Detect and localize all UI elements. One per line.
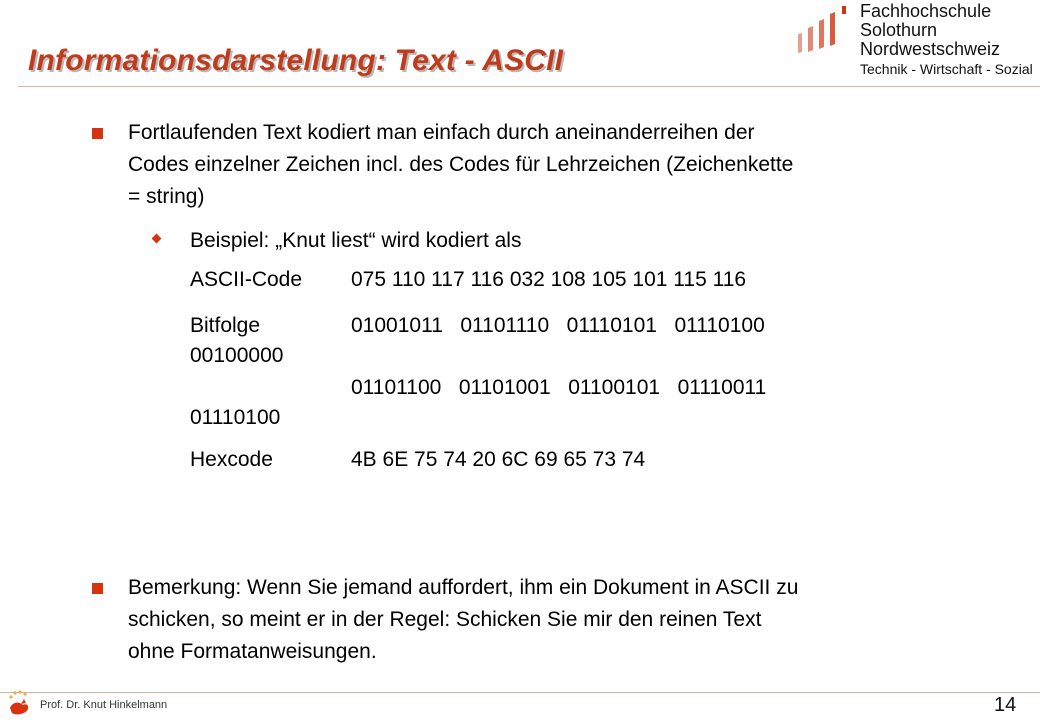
bits-label: Bitfolge xyxy=(190,314,261,337)
bullet2-line-2: schicken, so meint er in der Regel: Schicken Sie mir den reinen Text xyxy=(128,608,762,631)
bullet-square-icon xyxy=(92,128,103,139)
school-name xyxy=(860,2,1033,78)
footer-divider xyxy=(0,692,1040,693)
bits-line-1: 01001011 01101110 01110101 01110100 xyxy=(351,314,765,337)
school-line-1: Fachhochschule xyxy=(860,1,992,21)
bullet2-line-1: Bemerkung: Wenn Sie jemand auffordert, ihm ein Dokument in ASCII zu xyxy=(128,576,799,599)
ascii-label: ASCII-Code xyxy=(190,268,303,291)
title-divider xyxy=(18,86,1040,87)
school-line-2: Solothurn xyxy=(860,20,938,40)
hex-label: Hexcode xyxy=(190,448,273,471)
bullet1-line-1: Fortlaufenden Text kodiert man einfach durch aneinanderreihen der xyxy=(128,121,755,144)
bullet-diamond-icon xyxy=(152,234,162,244)
bullet1-line-2: Codes einzelner Zeichen incl. des Codes für Lehrzeichen (Zeichenkette xyxy=(128,153,794,176)
bits-line-2-wrap: 01110100 xyxy=(190,406,281,429)
rooster-logo-icon xyxy=(2,686,36,720)
bits-line-1-wrap: 00100000 xyxy=(190,344,284,367)
footer-author: Prof. Dr. Knut Hinkelmann xyxy=(40,699,168,711)
bullet2-line-3: ohne Formatanweisungen. xyxy=(128,640,377,663)
bits-line-2: 01101100 01101001 01100101 01110011 xyxy=(351,376,767,399)
ascii-value: 075 110 117 116 032 108 105 101 115 116 xyxy=(351,268,747,291)
hex-value: 4B 6E 75 74 20 6C 69 65 73 74 xyxy=(351,448,646,471)
bullet1-line-3: = string) xyxy=(128,185,205,208)
school-subtitle: Technik - Wirtschaft - Sozial xyxy=(860,61,1033,77)
example-intro: Beispiel: „Knut liest“ wird kodiert als xyxy=(190,229,522,252)
stripes-logo-icon xyxy=(796,4,846,62)
page-number: 14 xyxy=(994,694,1017,716)
slide-title: Informationsdarstellung: Text - ASCII xyxy=(28,44,564,77)
school-line-3: Nordwestschweiz xyxy=(860,39,1001,59)
bullet-square-icon xyxy=(92,583,103,594)
